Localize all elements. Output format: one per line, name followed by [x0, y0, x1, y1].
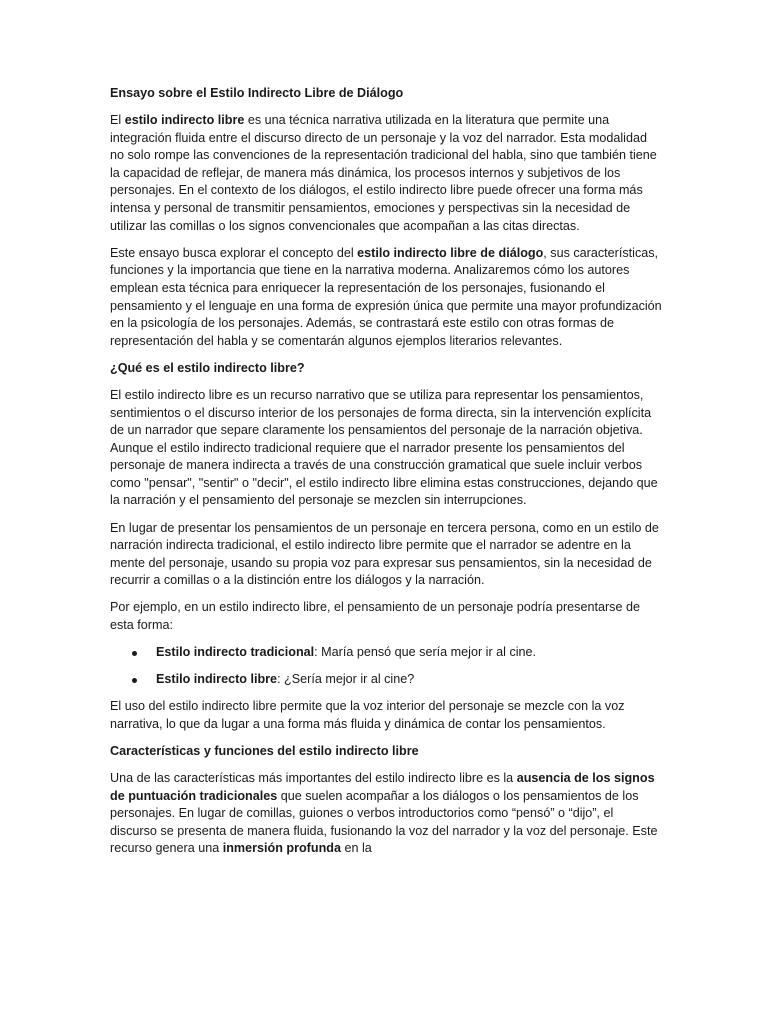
text-run: , sus características, funciones y la importancia que tiene en la narrativa moderna. Analizaremos cómo los autores emplean esta técnica para enriquecer la representación de los personajes, fusionando el pensamiento y el lenguaje en una forma de expresión única que permite una mayor profundización en la psicología de los personajes. Además, se contrastará este estilo con otras formas de representación del habla y se comentarán algunos ejemplos literarios relevantes.	[110, 245, 662, 348]
paragraph-example-intro: Por ejemplo, en un estilo indirecto libre, el pensamiento de un personaje podría presentarse de esta forma:	[110, 600, 640, 633]
text-run: Una de las características más importantes del estilo indirecto libre es la	[110, 771, 517, 786]
section-heading-characteristics: Características y funciones del estilo indirecto libre	[110, 744, 419, 758]
list-item	[110, 644, 662, 662]
paragraph-characteristics	[110, 770, 662, 858]
text-run: : María pensó que sería mejor ir al cine.	[314, 645, 537, 660]
text-run: en la	[340, 841, 372, 856]
text-run: que suelen acompañar a los diálogos o los pensamientos de los personajes. En lugar de comillas, guiones o verbos introductorios como “pensó” o “dijo”, el discurso se presenta de manera fluida, fusionando la voz del narrador y la voz del personaje. Este recurso genera una	[110, 788, 658, 856]
bold-term: estilo indirecto libre de diálogo	[357, 245, 544, 260]
bold-term: estilo indirecto libre	[124, 113, 245, 128]
document-title: Ensayo sobre el Estilo Indirecto Libre de Diálogo	[110, 86, 404, 100]
paragraph-intro	[110, 112, 662, 235]
bold-term: Estilo indirecto tradicional	[156, 645, 315, 660]
text-run: Este ensayo busca explorar el concepto del	[110, 245, 358, 260]
text-run: es una técnica narrativa utilizada en la literatura que permite una integración fluida entre el discurso directo de un personaje y la voz del narrador. Esta modalidad no solo rompe las convenciones de la representación tradicional del habla, sino que también tiene la capacidad de reflejar, de manera más dinámica, los procesos internos y subjetivos de los personajes. En el contexto de los diálogos, el estilo indirecto libre puede ofrecer una forma más intensa y personal de transmitir pensamientos, emociones y perspectivas sin la necesidad de utilizar las comillas o los signos convencionales que acompañan a las citas directas.	[110, 113, 657, 233]
paragraph-comparison: En lugar de presentar los pensamientos de un personaje en tercera persona, como en un estilo de narración indirecta tradicional, el estilo indirecto libre permite que el narrador se adentre en la mente del personaje, usando su propia voz para expresar sus pensamientos, sin la necesidad de recurrir a comillas o a la distinción entre los diálogos y la narración.	[110, 520, 659, 588]
bullet-icon	[132, 678, 137, 683]
paragraph-usage: El uso del estilo indirecto libre permite que la voz interior del personaje se mezcle con la voz narrativa, lo que da lugar a una forma más fluida y dinámica de contar los pensamientos.	[110, 699, 625, 731]
text-run: : ¿Sería mejor ir al cine?	[277, 672, 415, 687]
document-body	[110, 85, 662, 868]
text-run: El	[110, 113, 125, 128]
section-heading-definition: ¿Qué es el estilo indirecto libre?	[110, 360, 305, 375]
bold-term: inmersión profunda	[222, 841, 341, 856]
paragraph-definition: El estilo indirecto libre es un recurso narrativo que se utiliza para representar los pensamientos, sentimientos o el discurso interior de los personajes de forma directa, sin la intervención explícita de un narrador que separe claramente los pensamientos del personaje de la narración objetiva. Aunque el estilo indirecto tradicional requiere que el narrador presente los pensamientos del personaje de manera indirecta a través de una construcción gramatical que suele incluir verbos como "pensar", "sentir" o "decir", el estilo indirecto libre elimina estas construcciones, dejando que la narración y el pensamiento del personaje se mezclen sin interrupciones.	[110, 387, 658, 508]
example-list	[110, 644, 662, 689]
bold-term: Estilo indirecto libre	[156, 672, 278, 687]
list-item	[110, 671, 662, 689]
paragraph-purpose	[110, 245, 662, 351]
bold-term: ausencia de los signos de puntuación tradicionales	[110, 771, 655, 803]
bullet-icon	[132, 651, 137, 656]
